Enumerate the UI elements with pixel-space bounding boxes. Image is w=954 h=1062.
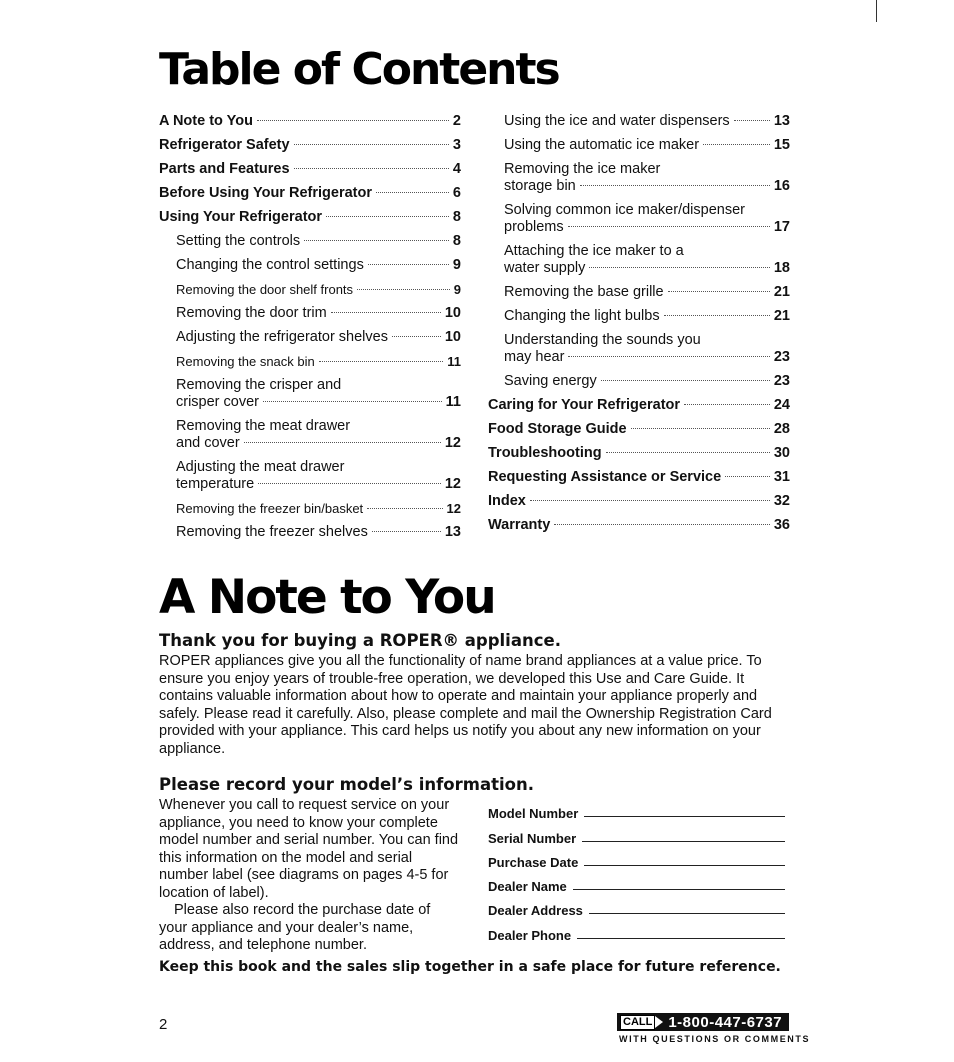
toc-entry: [159, 459, 461, 493]
leader-dots: [357, 289, 450, 290]
leader-dots: [725, 476, 770, 477]
toc-entry-label: Removing the door shelf fronts: [176, 282, 354, 297]
leader-dots: [258, 483, 441, 484]
toc-entry: [159, 113, 461, 130]
toc-page-number: 18: [773, 260, 790, 276]
leader-dots: [294, 168, 449, 169]
leader-dots: [372, 531, 441, 532]
form-field-row: [488, 870, 785, 894]
toc-entry-label: Using the automatic ice maker: [504, 137, 700, 153]
toc-page-number: 24: [773, 397, 790, 413]
toc-entry: [159, 209, 461, 226]
form-field-blank[interactable]: [577, 938, 785, 939]
form-field-blank[interactable]: [584, 816, 785, 817]
form-field-row: [488, 894, 785, 918]
toc-entry: [488, 397, 790, 414]
toc-entry-label: Removing the snack bin: [176, 354, 315, 369]
toc-entry-label: Caring for Your Refrigerator: [488, 397, 681, 413]
leader-dots: [554, 524, 770, 525]
toc-entry-label: Changing the light bulbs: [504, 308, 660, 324]
toc-page-number: 17: [773, 219, 790, 235]
call-subtitle: WITH QUESTIONS OR COMMENTS: [619, 1034, 811, 1044]
toc-page-number: 8: [452, 233, 461, 249]
toc-page-number: 15: [773, 137, 790, 153]
toc-entry: [159, 137, 461, 154]
leader-dots: [244, 442, 441, 443]
toc-page-number: 11: [447, 354, 461, 369]
toc-entry: [488, 421, 790, 438]
form-field-label: Model Number: [488, 806, 579, 822]
toc-entry: [488, 137, 790, 154]
leader-dots: [263, 401, 442, 402]
toc-entry-label: Troubleshooting: [488, 445, 602, 461]
toc-entry-row: [176, 435, 461, 452]
toc-page-number: 6: [452, 185, 461, 201]
toc-entry: [488, 445, 790, 462]
leader-dots: [589, 267, 769, 268]
toc-entry: [488, 469, 790, 486]
toc-page-number: 8: [452, 209, 461, 225]
toc-entry-label: Removing the base grille: [504, 284, 664, 300]
leader-dots: [631, 428, 770, 429]
toc-entry: [159, 418, 461, 452]
toc-entry: [159, 329, 461, 346]
toc-title: Table of Contents: [159, 44, 559, 95]
toc-page-number: 32: [773, 493, 790, 509]
leader-dots: [304, 240, 449, 241]
toc-entry: [488, 202, 790, 236]
leader-dots: [376, 192, 449, 193]
toc-entry-row: [176, 476, 461, 493]
toc-page-number: 31: [773, 469, 790, 485]
toc-page-number: 3: [452, 137, 461, 153]
toc-page-number: 13: [444, 524, 461, 540]
toc-entry-label: Adjusting the refrigerator shelves: [176, 329, 388, 345]
toc-entry-label: Using the ice and water dispensers: [504, 113, 730, 129]
leader-dots: [734, 120, 770, 121]
toc-page-number: 13: [773, 113, 790, 129]
leader-dots: [568, 226, 770, 227]
leader-dots: [580, 185, 770, 186]
toc-page-number: 9: [453, 282, 461, 297]
leader-dots: [568, 356, 769, 357]
toc-entry: [488, 332, 790, 366]
toc-entry-label: storage bin: [504, 178, 576, 194]
toc-entry-label: Requesting Assistance or Service: [488, 469, 722, 485]
form-field-row: [488, 821, 785, 845]
form-field-blank[interactable]: [573, 889, 785, 890]
toc-entry: [488, 113, 790, 130]
toc-page-number: 12: [444, 476, 461, 492]
toc-page-number: 2: [452, 113, 461, 129]
toc-entry-row: [176, 394, 461, 411]
toc-entry-label: Index: [488, 493, 526, 509]
leader-dots: [668, 291, 770, 292]
toc-entry-row: [504, 260, 790, 277]
toc-entry-label: Changing the control settings: [176, 257, 364, 273]
toc-entry-label: Removing the freezer shelves: [176, 524, 368, 540]
crop-mark: [876, 0, 877, 22]
leader-dots: [530, 500, 770, 501]
toc-entry: [159, 353, 461, 370]
call-banner: [617, 1013, 789, 1031]
form-field-row: [488, 846, 785, 870]
toc-entry: [159, 257, 461, 274]
toc-page-number: 16: [773, 178, 790, 194]
toc-entry: [488, 161, 790, 195]
toc-entry: [488, 493, 790, 510]
leader-dots: [367, 508, 442, 509]
toc-entry-label: may hear: [504, 349, 565, 365]
form-field-row: [488, 797, 785, 821]
toc-entry-label-line1: Removing the meat drawer: [176, 418, 351, 434]
leader-dots: [294, 144, 449, 145]
toc-entry-label: problems: [504, 219, 564, 235]
toc-entry: [488, 308, 790, 325]
toc-page-number: 21: [773, 284, 790, 300]
toc-page-number: 23: [773, 373, 790, 389]
leader-dots: [606, 452, 770, 453]
toc-entry-label: water supply: [504, 260, 586, 276]
toc-page-number: 11: [445, 394, 461, 410]
leader-dots: [664, 315, 770, 316]
toc-entry-label: Parts and Features: [159, 161, 290, 177]
call-arrow-icon: [655, 1016, 663, 1028]
leader-dots: [368, 264, 449, 265]
form-field-label: Purchase Date: [488, 854, 579, 870]
toc-page-number: 4: [452, 161, 461, 177]
record-paragraph: [159, 797, 459, 955]
form-field-label: Dealer Name: [488, 879, 567, 895]
toc-entry-label: Before Using Your Refrigerator: [159, 185, 372, 201]
toc-page-number: 10: [444, 305, 461, 321]
leader-dots: [601, 380, 770, 381]
toc-entry-label-line1: Understanding the sounds you: [504, 332, 701, 348]
leader-dots: [392, 336, 441, 337]
form-field-blank[interactable]: [582, 841, 785, 842]
form-field-blank[interactable]: [584, 865, 785, 866]
thanks-paragraph: ROPER appliances give you all the functionality of name brand appliances at a value price. To ensure you enjoy years of trouble-free operation, we developed this Use and Care Guide. It contains valuable information about how to operate and maintain your appliance properly and safely. Please read it carefully. Also, please complete and mail the Ownership Registration Card provided with your appliance. This card helps us notify you about any new information on your appliance.: [159, 653, 772, 757]
form-field-blank[interactable]: [589, 913, 785, 914]
toc-entry-label-line1: Removing the ice maker: [504, 161, 661, 177]
model-info-form: [488, 797, 785, 943]
toc-entry-label-line1: Attaching the ice maker to a: [504, 243, 684, 259]
record-paragraph-2: Please also record the purchase date of your appliance and your dealer’s name, address, and telephone number.: [159, 902, 431, 953]
toc-entry: [488, 243, 790, 277]
toc-page-number: 12: [446, 501, 461, 516]
toc-entry-label: Removing the door trim: [176, 305, 327, 321]
form-field-label: Dealer Address: [488, 903, 583, 919]
toc-entry-label: Refrigerator Safety: [159, 137, 290, 153]
toc-page-number: 23: [773, 349, 790, 365]
toc-entry-label-line1: Solving common ice maker/dispenser: [504, 202, 745, 218]
toc-entry-label: crisper cover: [176, 394, 259, 410]
toc-entry: [159, 281, 461, 298]
toc-entry: [488, 284, 790, 301]
toc-left-column: [159, 113, 461, 548]
toc-entry-label-line1: Removing the crisper and: [176, 377, 342, 393]
toc-entry-label-line1: Adjusting the meat drawer: [176, 459, 345, 475]
thanks-heading: Thank you for buying a ROPER® appliance.: [159, 631, 561, 650]
form-field-row: [488, 918, 785, 942]
leader-dots: [326, 216, 449, 217]
phone-number: 1-800-447-6737: [668, 1013, 783, 1031]
toc-page-number: 12: [444, 435, 461, 451]
toc-entry: [488, 517, 790, 534]
leader-dots: [703, 144, 770, 145]
toc-entry: [159, 185, 461, 202]
leader-dots: [331, 312, 441, 313]
toc-entry: [488, 373, 790, 390]
toc-entry-label: Setting the controls: [176, 233, 301, 249]
keep-note: Keep this book and the sales slip together in a safe place for future reference.: [159, 959, 781, 975]
toc-entry-label: Removing the freezer bin/basket: [176, 501, 364, 516]
toc-page-number: 21: [773, 308, 790, 324]
toc-page-number: 36: [773, 517, 790, 533]
toc-right-column: [488, 113, 790, 541]
call-tag: CALL: [620, 1015, 655, 1030]
toc-entry-label: Warranty: [488, 517, 551, 533]
record-paragraph-1: Whenever you call to request service on your appliance, you need to know your complete model number and serial number. You can find this information on the model and serial number label (see diagrams on pages 4-5 for location of label).: [159, 797, 459, 901]
toc-entry-row: [504, 349, 790, 366]
toc-page-number: 10: [444, 329, 461, 345]
toc-entry: [159, 233, 461, 250]
leader-dots: [684, 404, 770, 405]
toc-entry-label: Food Storage Guide: [488, 421, 627, 437]
toc-entry: [159, 161, 461, 178]
toc-entry: [159, 524, 461, 541]
toc-entry: [159, 500, 461, 517]
page-number: 2: [159, 1016, 168, 1033]
toc-entry-row: [504, 219, 790, 236]
toc-entry-row: [504, 178, 790, 195]
toc-entry-label: A Note to You: [159, 113, 253, 129]
toc-entry-label: Saving energy: [504, 373, 597, 389]
record-heading: Please record your model’s information.: [159, 775, 534, 794]
toc-entry: [159, 305, 461, 322]
toc-page-number: 28: [773, 421, 790, 437]
toc-page-number: 30: [773, 445, 790, 461]
leader-dots: [257, 120, 449, 121]
toc-entry-label: Using Your Refrigerator: [159, 209, 323, 225]
toc-entry: [159, 377, 461, 411]
toc-entry-label: temperature: [176, 476, 255, 492]
form-field-label: Serial Number: [488, 830, 577, 846]
toc-page-number: 9: [452, 257, 461, 273]
toc-entry-label: and cover: [176, 435, 240, 451]
form-field-label: Dealer Phone: [488, 927, 572, 943]
leader-dots: [319, 361, 444, 362]
note-title: A Note to You: [159, 570, 495, 625]
